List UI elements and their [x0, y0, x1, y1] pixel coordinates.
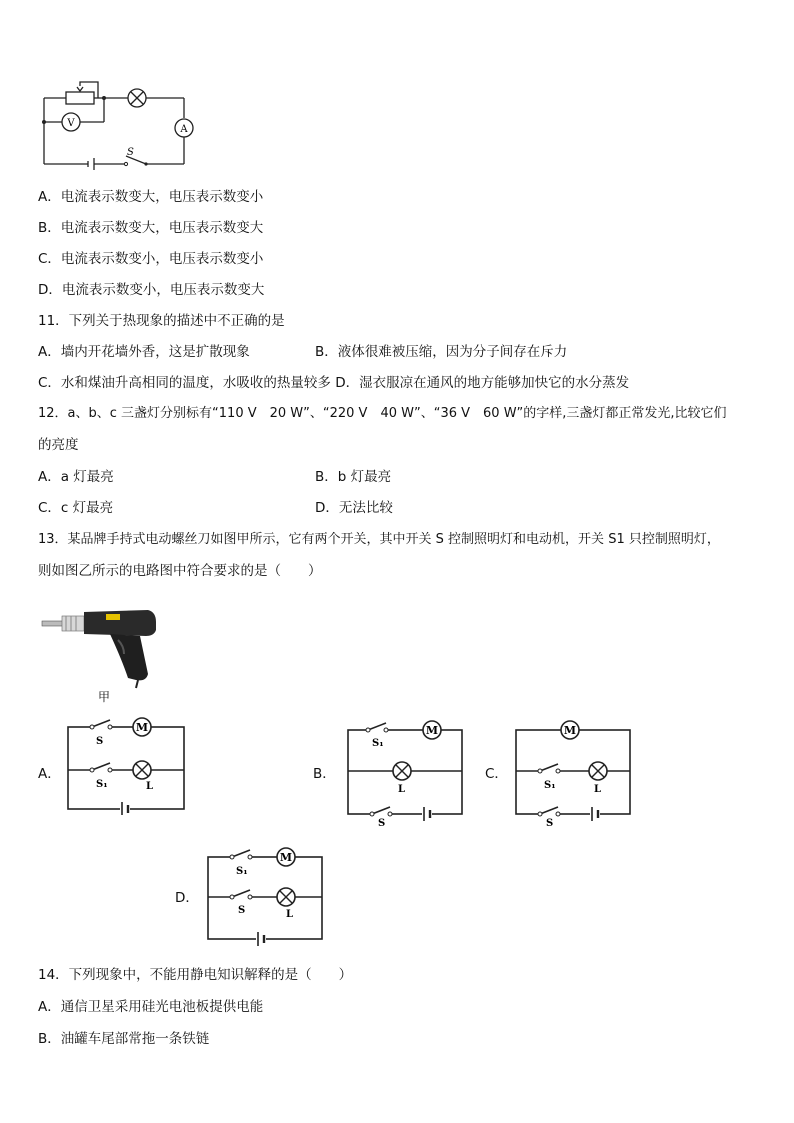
q10-option-c: C．电流表示数变小，电压表示数变小	[38, 251, 264, 267]
switch-s-label: S	[546, 818, 554, 826]
motor-label: M	[135, 721, 149, 734]
motor-label: M	[563, 724, 577, 737]
q13-option-c-label: C．	[485, 766, 508, 782]
voltmeter-label: V	[67, 118, 75, 129]
ammeter-label: A	[180, 124, 188, 135]
q13-stem-line1: 13．某品牌手持式电动螺丝刀如图甲所示，它有两个开关，其中开关 S 控制照明灯和电动机，开关 S1 只控制照明灯，	[38, 532, 720, 547]
switch-s1-label: S₁	[236, 866, 248, 877]
switch-label: S	[127, 147, 134, 158]
q11-option-cd: C．水和煤油升高相同的温度，水吸收的热量较多 D．湿衣服凉在通风的地方能够加快它的水分蒸发	[38, 375, 630, 391]
lamp-label: L	[398, 784, 406, 795]
q11-option-a: A．墙内开花墙外香，这是扩散现象	[38, 344, 250, 360]
motor-label: M	[425, 724, 439, 737]
q10-option-b: B．电流表示数变大，电压表示数变大	[38, 220, 264, 236]
q12-option-b: B．b 灯最亮	[315, 469, 392, 485]
q13-option-b-label: B．	[313, 766, 336, 782]
q12-option-a: A．a 灯最亮	[38, 469, 114, 485]
q13-circuit-a	[62, 715, 190, 815]
figure-jia-label: 甲	[98, 690, 111, 704]
switch-s-label: S	[378, 818, 386, 826]
q14-option-a: A．通信卫星采用硅光电池板提供电能	[38, 999, 264, 1015]
switch-s1-label: S₁	[96, 779, 108, 790]
q13-circuit-b	[340, 718, 470, 826]
q11-option-b: B．液体很难被压缩，因为分子间存在斥力	[315, 344, 568, 360]
switch-s1-label: S₁	[372, 738, 384, 749]
lamp-label: L	[286, 909, 294, 920]
lamp-label: L	[594, 784, 602, 795]
q12-stem-line2: 的亮度	[38, 437, 79, 453]
q10-option-d: D．电流表示数变小，电压表示数变大	[38, 282, 265, 298]
q10-circuit-diagram	[38, 80, 198, 170]
q12-option-d: D．无法比较	[315, 500, 393, 516]
q13-option-a-label: A．	[38, 766, 61, 782]
q13-option-d-label: D．	[175, 890, 199, 906]
switch-s-label: S	[96, 736, 104, 747]
q13-stem-line2: 则如图乙所示的电路图中符合要求的是（ ）	[38, 563, 322, 579]
electric-screwdriver-image	[40, 600, 160, 690]
switch-s1-label: S₁	[544, 780, 556, 791]
motor-label: M	[279, 851, 293, 864]
q12-option-c: C．c 灯最亮	[38, 500, 114, 516]
q13-circuit-c	[508, 718, 638, 826]
q13-circuit-d	[200, 845, 330, 947]
q12-stem-line1: 12．a、b、c 三盏灯分别标有“110 V 20 W”、“220 V 40 W”、“36 V 60 W”的字样,三盏灯都正常发光,比较它们	[38, 406, 727, 421]
q14-option-b: B．油罐车尾部常拖一条铁链	[38, 1031, 210, 1047]
switch-s-label: S	[238, 905, 246, 916]
q10-option-a: A．电流表示数变大，电压表示数变小	[38, 189, 264, 205]
lamp-label: L	[146, 781, 154, 792]
q14-stem: 14．下列现象中，不能用静电知识解释的是（ ）	[38, 967, 353, 983]
q11-stem: 11．下列关于热现象的描述中不正确的是	[38, 313, 285, 329]
